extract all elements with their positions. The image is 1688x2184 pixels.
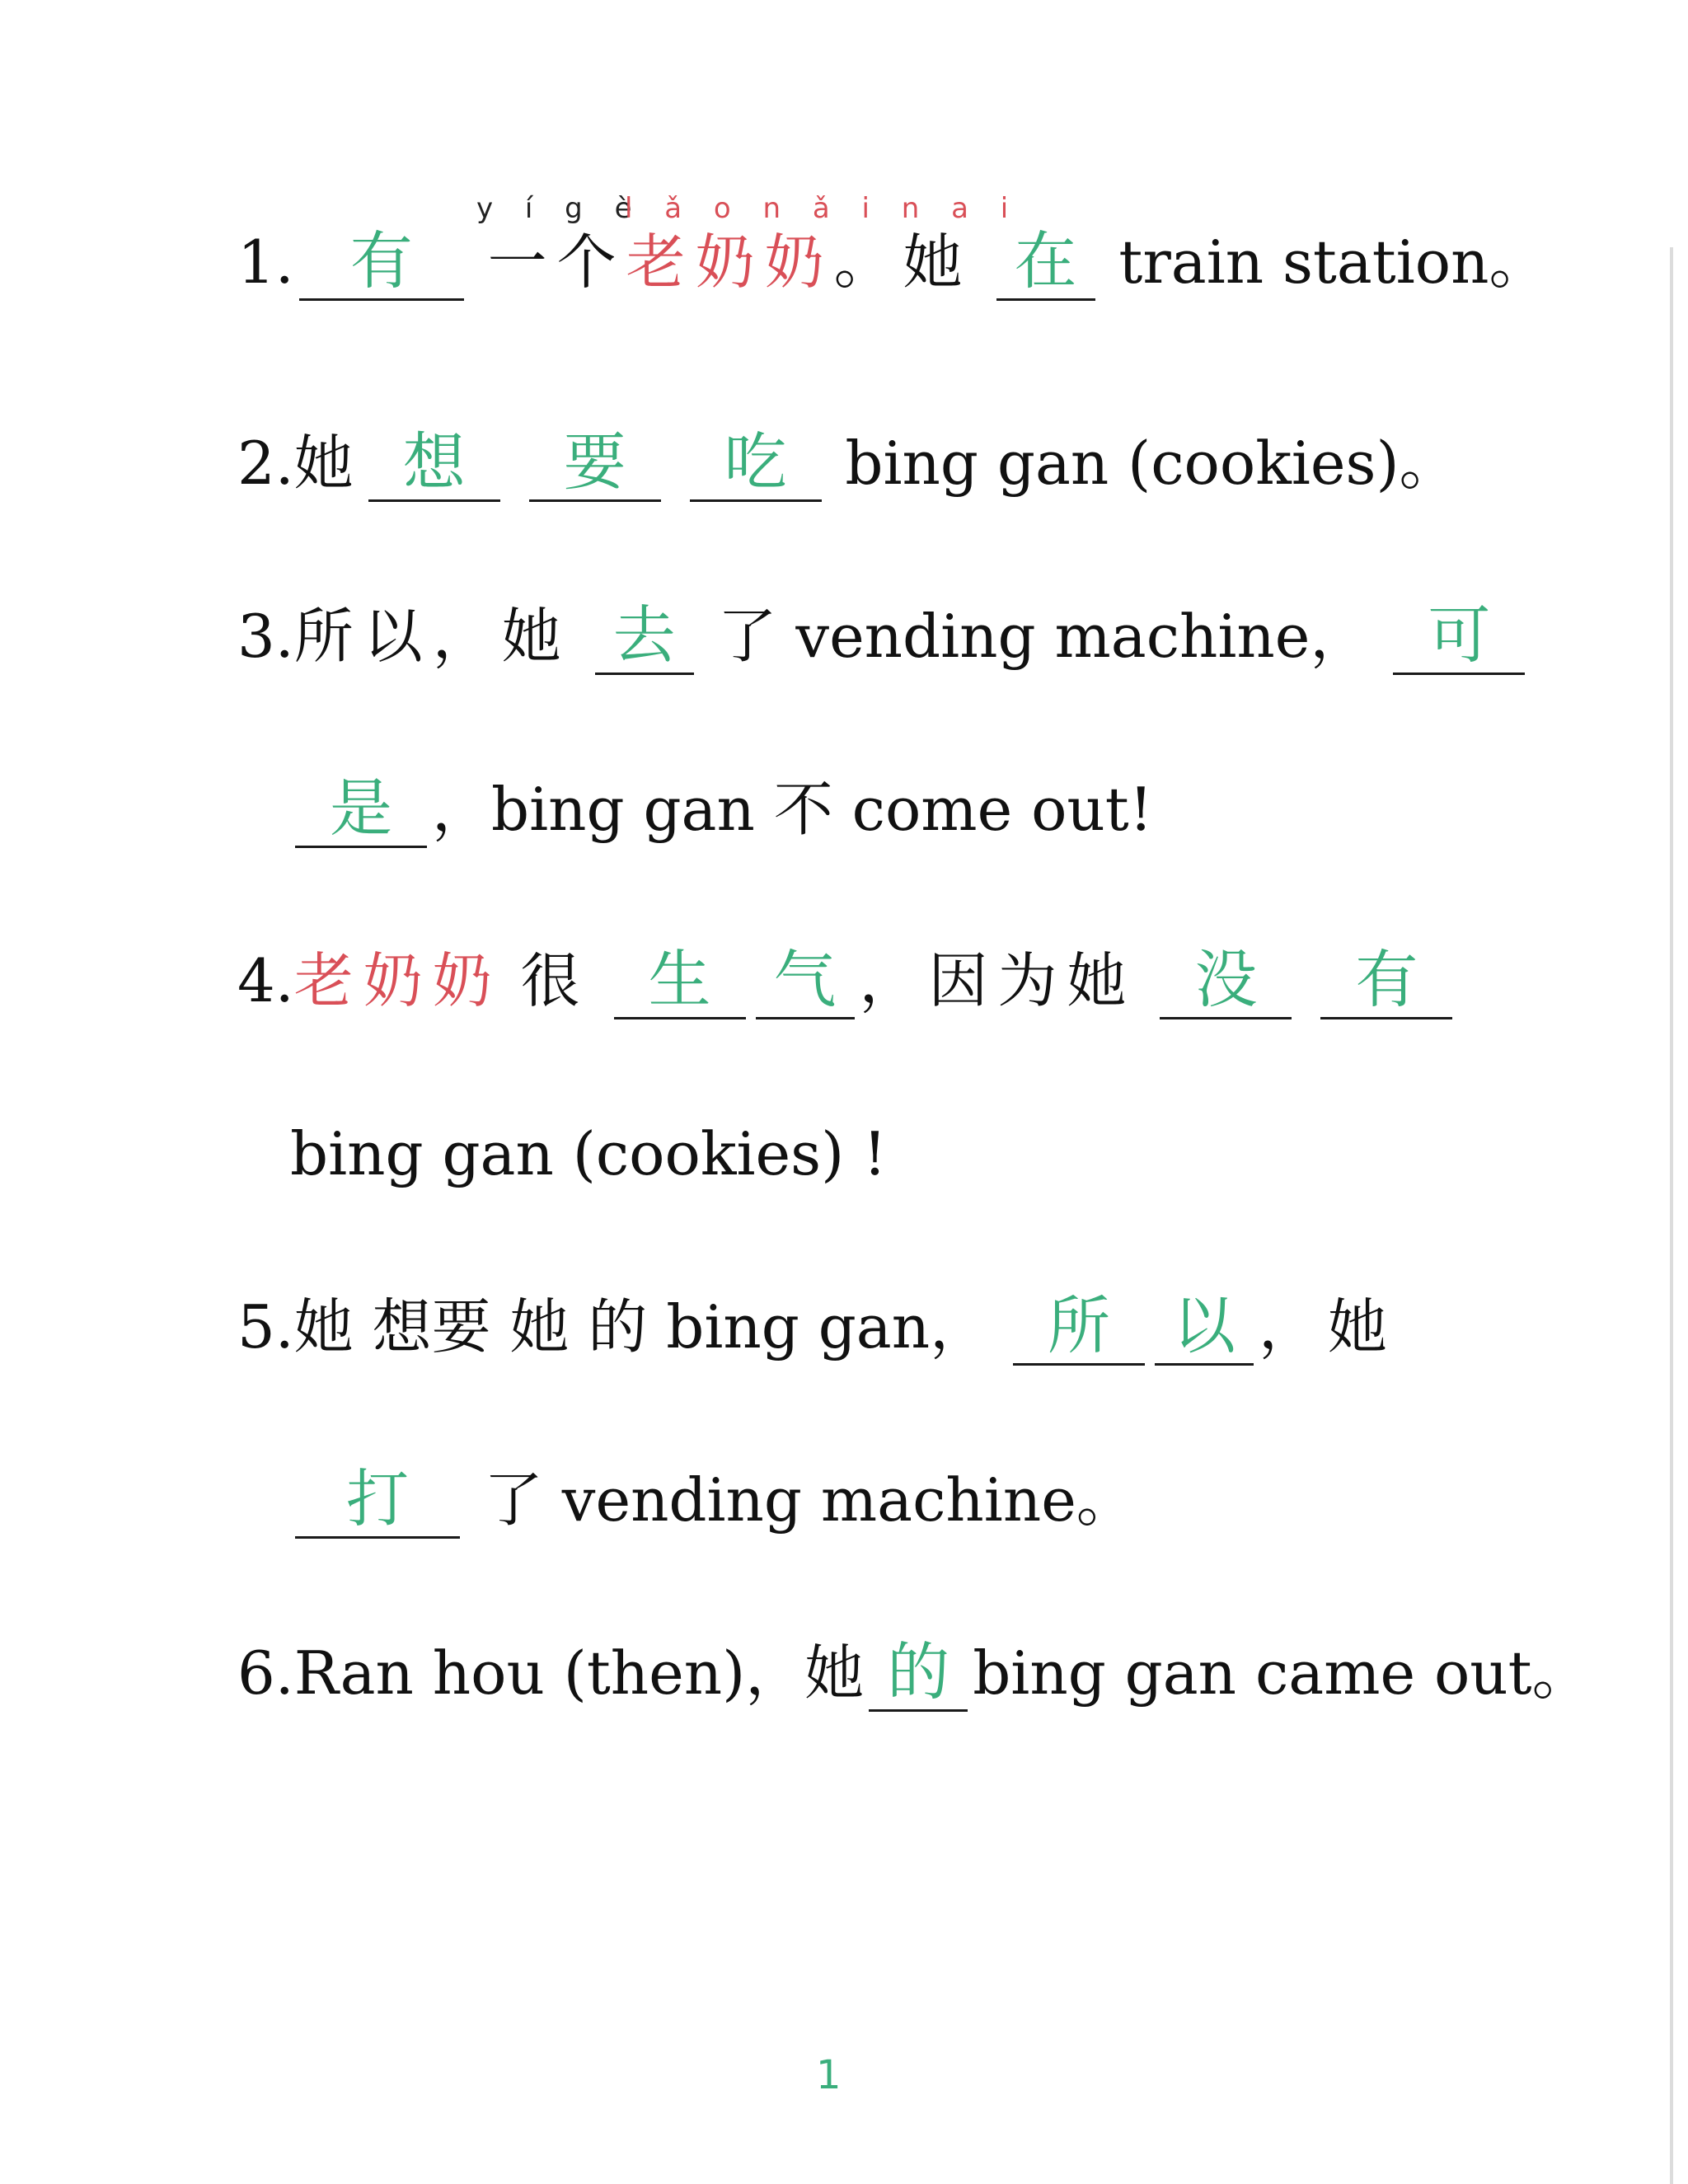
answer-blank: 是 <box>295 771 427 848</box>
text: 她 <box>293 429 363 498</box>
scan-edge <box>1670 247 1673 2184</box>
answer-blank: 的 <box>869 1635 968 1712</box>
answer-blank: 有 <box>1320 943 1452 1019</box>
sentence-number: 6. <box>237 1638 294 1708</box>
answer-blank: 没 <box>1160 943 1292 1019</box>
text: ，她 <box>1259 1292 1398 1361</box>
sentence-3-continued <box>290 768 1153 851</box>
answer-blank: 气 <box>756 943 855 1019</box>
pinyin-yige: y í g è <box>476 192 644 225</box>
pinyin-laonainai: l ǎ o n ǎ i n a i <box>625 192 1020 225</box>
answer-blank: 有 <box>299 224 464 301</box>
highlight-text: 老奶奶 <box>293 946 502 1015</box>
text: Ran hou (then)，她 <box>293 1638 865 1708</box>
answer-blank: 要 <box>529 425 661 502</box>
answer-blank: 去 <box>595 598 694 675</box>
text: 一个 <box>487 227 626 297</box>
answer-blank: 在 <box>996 224 1095 301</box>
answer-blank: 以 <box>1155 1289 1254 1366</box>
text: train station。 <box>1118 227 1549 297</box>
sentence-number: 2. <box>237 429 294 498</box>
sentence-5 <box>237 1286 1397 1368</box>
text: ，因为她 <box>859 946 1137 1015</box>
answer-blank: 所 <box>1013 1289 1145 1366</box>
sentence-5-continued <box>290 1459 1136 1541</box>
text: bing gan (cookies)。 <box>845 429 1459 498</box>
text: bing gan came out。 <box>973 1638 1592 1708</box>
page-number: 1 <box>816 2052 842 2098</box>
answer-blank: 可 <box>1393 598 1525 675</box>
sentence-number: 4. <box>237 946 294 1015</box>
answer-blank: 生 <box>614 943 746 1019</box>
sentence-number: 3. <box>237 602 294 671</box>
highlight-text: 老奶奶 <box>626 227 834 297</box>
text: 了 vending machine。 <box>483 1465 1136 1535</box>
text: 。她 <box>833 227 973 297</box>
sentence-4 <box>237 940 1457 1022</box>
answer-blank: 吃 <box>690 425 822 502</box>
sentence-6 <box>237 1632 1592 1714</box>
sentence-3 <box>237 595 1530 677</box>
answer-blank: 打 <box>295 1462 460 1539</box>
text: bing gan (cookies) ! <box>290 1119 887 1188</box>
sentence-number: 1. <box>237 227 294 297</box>
text: 很 <box>520 946 590 1015</box>
sentence-2 <box>237 422 1459 504</box>
sentence-1 <box>237 221 1548 303</box>
text: 她 想要 她 的 bing gan， <box>293 1292 990 1361</box>
text: ，bing gan 不 come out! <box>432 775 1153 844</box>
text: 了 vending machine， <box>717 602 1370 671</box>
answer-blank: 想 <box>368 425 500 502</box>
sentence-4-continued <box>290 1113 887 1195</box>
text: 所以，她 <box>293 602 571 671</box>
sentence-number: 5. <box>237 1292 294 1361</box>
